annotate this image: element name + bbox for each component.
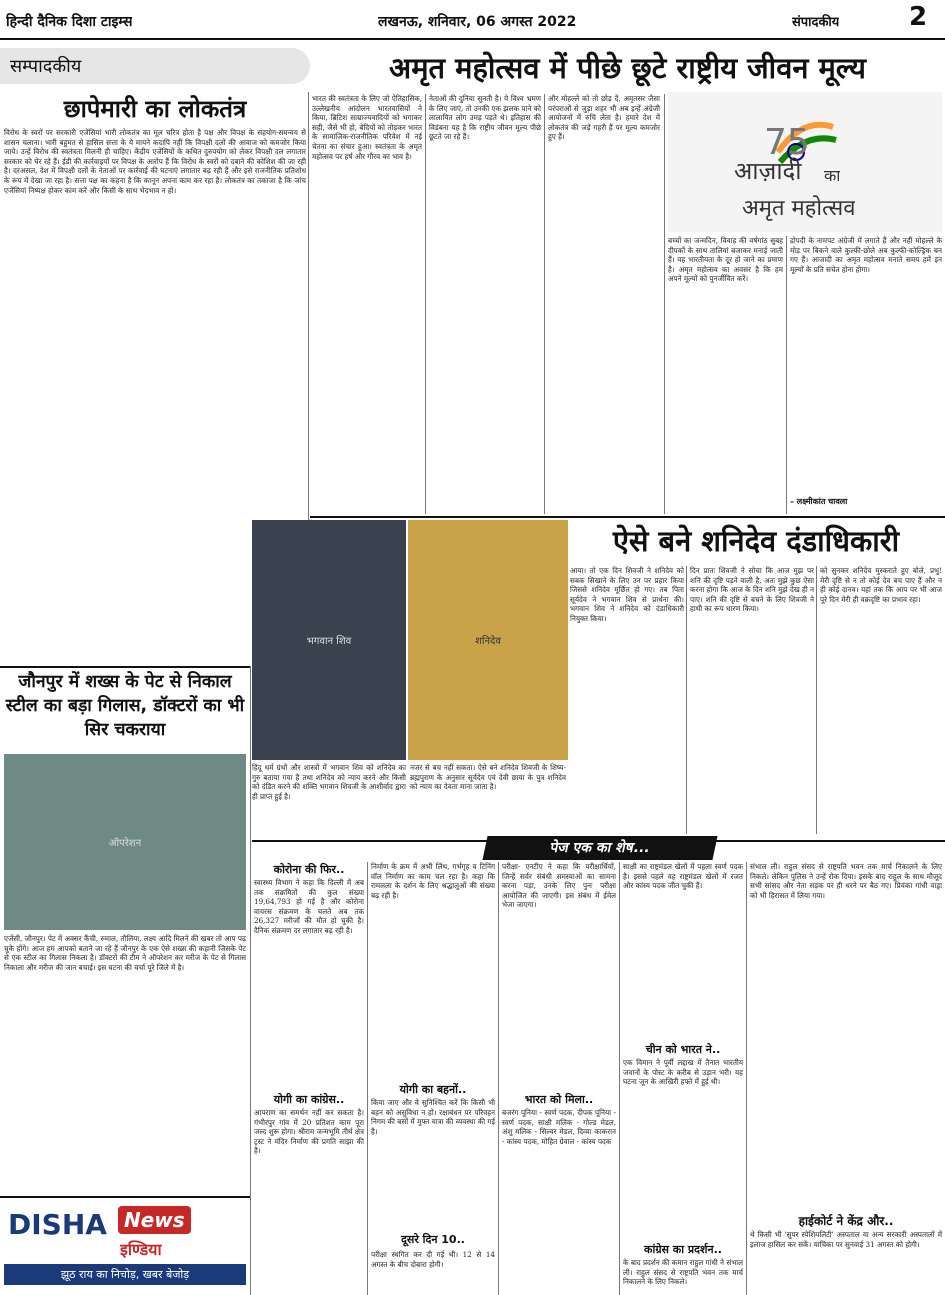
doosre-din-title: दूसरे दिन 10.. xyxy=(401,1233,465,1246)
disha-news-badge: News xyxy=(118,1206,191,1234)
amrit-col-1: भारत की स्वतंत्रता के लिए जो ऐतिहासिक, उल्लेखनीय आंदोलन भारतवासियों ने किया, ब्रिटिश साम्राज्यवादियों को भगाकर सही, जैसे भी हो, बेदियों को तोड़कर भारत के सामाजिक-राजनीतिक परिवेश में नई चेतना का संचार हुआ। स्वतंत्रता के अमृत महोत्सव पर हर्ष और गौरव का भाव है। xyxy=(312,94,422,161)
amrit-col-5: द्रोपदी के नामपट अंग्रेजी में लगाते हैं और नहीं मोहल्ले के मोड़ पर बिकने वाले कुल्फी-छोले अब कुल्फी-कोल्ड्रिंक बन गए हैं। आजादी का अमृत महोत्सव मनाते समय हमें इन मूल्यों के प्रति सचेत होना होगा। xyxy=(790,236,942,274)
disha-tagline: झूठ राय का निचोड़, खबर बेजोड़ xyxy=(4,1264,246,1285)
shiva-photo xyxy=(252,520,406,760)
shanidev-photo-label: शनिदेव xyxy=(475,636,501,647)
surgery-photo xyxy=(4,754,246,930)
page-ek-heading xyxy=(482,836,717,860)
disha-india: इण्डिया xyxy=(120,1240,162,1259)
shani-title: ऐसे बने शनिदेव दंडाधिकारी xyxy=(612,524,900,558)
congress-pradarshan-body: के बाद प्रदर्शन की कमान राहुल गांधी ने संभाल ली। राहुल संसद से राष्ट्रपति भवन तक मार्च निकालने के लिए निकले। xyxy=(623,1258,743,1287)
bharat-title: भारत को मिला.. xyxy=(524,1093,594,1106)
shanidev-photo xyxy=(408,520,568,760)
masthead xyxy=(0,0,945,40)
china-body: एक विमान ने पूर्वी लद्दाख में तैनात भारतीय जवानों के पोस्ट के करीब से उड़ान भरी। यह घटना जून के आखिरी हफ्ते में हुई थी। xyxy=(623,1058,743,1087)
page-number: 2 xyxy=(908,2,928,32)
editorial-title: छापेमारी का लोकतंत्र xyxy=(63,95,247,123)
page-ek-heading-text: पेज एक का शेष... xyxy=(548,840,652,856)
mid-col-1: निर्माण के क्रम में अभी लिंथ, गर्भगृह व टिनिंग वॉल निर्माण का काम चल रहा है। कहा कि रामलला के दर्शन के लिए श्रद्धालुओं की संख्या बढ़ रही है। xyxy=(371,862,495,900)
shani-col-1: आया। तो एक दिन शिवजी ने शनिदेव को सबक सिखाने के लिए उन पर प्रहार किया जिससे शनिदेव मूर्छित हो गए। तब पिता सूर्यदेव ने भगवान शिव से प्रार्थना की। भगवान शिव ने शनिदेव को दंडाधिकारी नियुक्त किया। xyxy=(570,566,684,623)
shiva-photo-label: भगवान शिव xyxy=(306,636,352,647)
yogi-bahno-body: किया जाए और वे सुनिश्चित करें कि किसी भी बहन को असुविधा न हो। रक्षाबंधन पर परिवहन निगम की बसों में मुफ्त यात्रा की व्यवस्था की गई है। xyxy=(371,1098,495,1136)
mid-col-3: साक्षी का राष्ट्रमंडल खेलों में पहला स्वर्ण पदक है। इससे पहले वह राष्ट्रमंडल खेलों में रजत और कांस्य पदक जीत चुकी हैं। xyxy=(623,862,743,891)
jaunpur-title: जौनपुर में शख्स के पेट से निकाल स्टील का बड़ा गिलास, डॉक्टरों का भी सिर चकराया xyxy=(5,672,245,740)
logo-line1: आज़ादी xyxy=(734,157,802,185)
logo-line2: का xyxy=(824,166,841,185)
yogi-congress-title: योगी का कांग्रेस.. xyxy=(273,1093,345,1106)
editorial-tab: सम्पादकीय xyxy=(0,48,310,84)
mid-col-2: परीक्षा- एनटीए ने कहा कि परीक्षार्थियों, जिन्हें सर्वर संबंधी समस्याओं का सामना करना पड़ा, उनके लिए पुनः परीक्षा आयोजित की जाएगी। इस संबंध में ईमेल भेजा जाएगा। xyxy=(502,862,616,910)
highcourt-body: थे किसी भी 'सुपर स्पेशियलिटी' अस्पताल या अन्य सरकारी अस्पतालों में इलाज हासिल कर सकें। याचिका पर सुनवाई 31 अगस्त को होगी। xyxy=(750,1230,942,1249)
editorial-body: विरोध के स्वरों पर सरकारी एजेंसियां भारी लोकतंत्र का मूल चरित्र होता है पक्ष और विपक्ष के सहयोग-समन्वय से शासन चलाना। भारी बहुमत से हासिल सत्ता के ये मायने कदापि नहीं कि विपक्षी दलों की आवाज को कमजोर किया जाये। उन्हें विरोध की स्वतंत्रता मिलनी ही चाहिए। केंद्रीय एजेंसियों के कथित दुरुपयोग को लेकर विपक्षी दल लगातार सरकार को घेर रहे हैं। ईडी की कार्रवाइयों पर विपक्ष के आरोप हैं कि विरोध के स्वरों को दबाने की कोशिश की जा रही है। दरअसल, देश में विपक्षी दलों के नेताओं पर कार्रवाई की घटनाएं लगातार बढ़ रही हैं और इसे राजनीतिक प्रतिशोध के रूप में देखा जा रहा है। सत्ता पक्ष का कहना है कि कानून अपना काम कर रहा है। लोकतंत्र का तकाजा है कि जांच एजेंसियां निष्पक्ष होकर काम करें और किसी के साथ भेदभाव न हो। xyxy=(4,128,306,195)
shani-col-left: हिंदू धर्म ग्रंथों और शास्त्रों में भगवान शिव को शनिदेव का गुरु बताया गया है तथा शनिदेव को न्याय करने और किसी को दंडित करने की शक्ति भगवान शिवजी के आशीर्वाद द्वारा ही प्राप्त हुई है। xyxy=(252,763,406,801)
disha-name: DISHA xyxy=(8,1208,107,1241)
section-name: संपादकीय xyxy=(792,15,840,30)
corona-title: कोरोना की फिर.. xyxy=(273,863,345,876)
shani-col-mid: नजर से बच नहीं सकता। ऐसे बने शनिदेव शिवजी के शिष्य- ब्रह्मपुराण के अनुसार सूर्यदेव एवं देवी छाया के पुत्र शनिदेव को न्याय का देवता माना जाता है। xyxy=(410,763,566,792)
amrit-col-3: और मोहल्ले को तो छोड़ दें, अमृतसर जैसा परंपराओं से जुड़ा शहर भी अब इन्हें अंग्रेजी आयोजनों में रुचि लेता है। हमारे देश में लोकतंत्र की जड़ें गहरी हैं पर मूल्य कमजोर हुए हैं। xyxy=(548,94,660,142)
congress-pradarshan-title: कांग्रेस का प्रदर्शन.. xyxy=(644,1243,722,1256)
china-title: चीन को भारत ने.. xyxy=(645,1043,721,1056)
amrit-author: – लक्ष्मीकांत चावला xyxy=(790,497,848,506)
doosre-din-body: परीक्षा स्थगित कर दी गई थी। 12 से 14 अगस्त के बीच दोबारा होगी। xyxy=(371,1250,495,1269)
yogi-bahno-title: योगी का बहनों.. xyxy=(399,1083,467,1096)
logo-number: 75 xyxy=(764,122,810,163)
yogi-congress-body: आपराण का समर्थन नहीं कर सकता है। गंभीरपुर गांव में 20 प्रतिशत काम पूरा जल्द शुरू होगा। श्रीराम जन्मभूमि तीर्थ क्षेत्र ट्रस्ट ने मंदिर निर्माण की प्रगति साझा की है। xyxy=(254,1108,364,1156)
shani-col-2: दिन प्रातः शिवजी ने सोचा कि आज मुझ पर शनि की दृष्टि पड़ने वाली है, अतः मुझे कुछ ऐसा करना होगा कि आज के दिन शनि मुझे देख ही न पाए। शनि की दृष्टि से बचने के लिए शिवजी ने हाथी का रूप धारण किया। xyxy=(690,566,814,614)
shani-col-3: को सुनकर शनिदेव मुस्कराते हुए बोले, प्रभु! मेरी दृष्टि से न तो कोई देव बच पाए हैं और न ही कोई दानव। यहां तक कि आप पर भी आज पूरे दिन मेरी ही वक्रदृष्टि का प्रभाव रहा। xyxy=(820,566,942,604)
corona-body: स्वास्थ्य विभाग ने कहा कि दिल्ली में अब तक संक्रमितों की कुल संख्या 19,64,793 हो गई है और कोरोना वायरस संक्रमण के चलते अब तक 26,327 मरीजों की मौत हो चुकी है। दैनिक संक्रमण दर लगातार बढ़ रही है। xyxy=(254,878,364,935)
bharat-list: बजरंग पूनिया - स्वर्ण पदक, दीपक पूनिया - स्वर्ण पदक, साक्षी मलिक - गोल्ड मेडल, अंशु मलिक - सिल्वर मेडल, दिव्या काकरान - कांस्य पदक, मोहित ग्रेवाल - कांस्य पदक xyxy=(502,1108,616,1146)
amrit-mahotsav-logo xyxy=(668,92,942,232)
jaunpur-body: एजेंसी, जौनपुर। पेट में अक्सर कैंची, रुमाल, तौलिया, लक्ष्य आदि मिलने की खबर तो आप पढ़ चुके होंगे। आज हम आपको बताने जा रहे हैं जौनपुर के एक ऐसे शख्स की कहानी जिसके पेट से एक स्टील का गिलास निकला है। डॉक्टरों की टीम ने ऑपरेशन कर मरीज के पेट से गिलास निकाला और मरीज की जान बचाई। इस घटना की चर्चा पूरे जिले में है। xyxy=(4,934,246,972)
edition-date: लखनऊ, शनिवार, 06 अगस्त 2022 xyxy=(378,14,577,30)
amrit-col-2: नेताओं की दुनिया सुनती है। ये विश्व भ्रमण के लिए जाएं, तो उनकी एक झलक पाने को लालायित लोग उमड़ पड़ते थे। इतिहास की विडंबना यह है कि राष्ट्रीय जीवन मूल्य पीछे छूटते जा रहे हैं। xyxy=(429,94,541,142)
right-col: संभाल ली। राहुल संसद से राष्ट्रपति भवन तक मार्च निकालने के लिए निकले। लेकिन पुलिस ने उन्हें रोक दिया। इसके बाद राहुल के साथ मौजूद सभी सांसद और नेता सड़क पर ही धरने पर बैठ गए। प्रियंका गांधी वाड्रा को भी हिरासत में लिया गया। xyxy=(750,862,942,900)
amrit-col-4: बच्चों का जन्मदिन, विवाह की वर्षगांठ सुबह दीपकों के साथ तालियां बजाकर मनाई जाती हैं। यह भारतीयता के दूर हो जाने का प्रमाण है। अमृत महोत्सव का अवसर है कि हम अपने मूल्यों को पुनर्जीवित करें। xyxy=(668,236,783,284)
surgery-photo-label: ऑपरेशन xyxy=(108,838,142,849)
banner-headline: अमृत महोत्सव में पीछे छूटे राष्ट्रीय जीवन मूल्य xyxy=(389,51,866,85)
paper-name: हिन्दी दैनिक दिशा टाइम्स xyxy=(6,14,133,30)
highcourt-title: हाईकोर्ट ने केंद्र और.. xyxy=(798,1214,894,1228)
disha-news-logo xyxy=(0,1196,250,1295)
logo-line3: अमृत महोत्सव xyxy=(742,196,856,221)
